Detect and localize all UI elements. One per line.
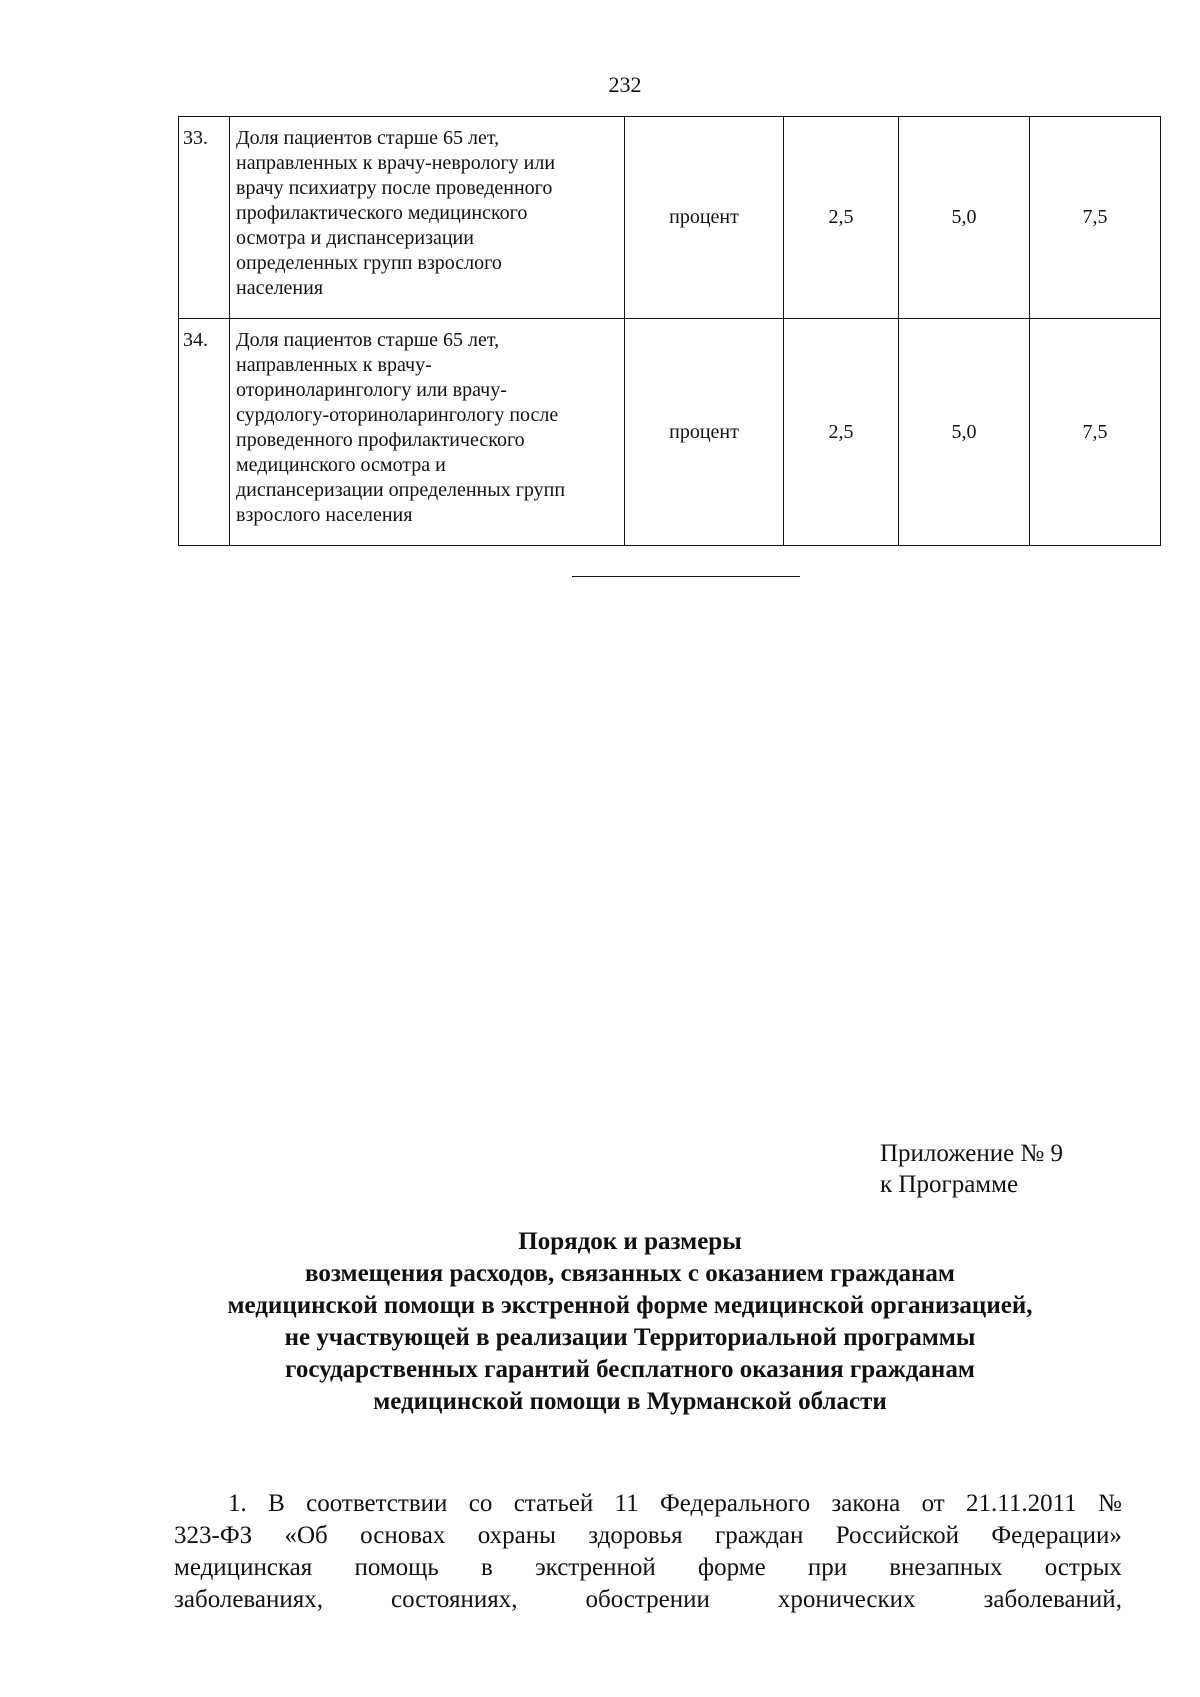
word: 323-ФЗ bbox=[174, 1522, 253, 1549]
row-number-cell: 34. bbox=[179, 319, 230, 546]
description-line: медицинского осмотра и bbox=[236, 454, 446, 476]
description-line: направленных к врачу- bbox=[236, 354, 432, 376]
description-line: направленных к врачу-неврологу или bbox=[236, 152, 556, 174]
word: соответствии bbox=[306, 1490, 448, 1517]
description-line: населения bbox=[236, 277, 324, 299]
indicator-description-cell bbox=[230, 319, 625, 546]
value-cell-1: 2,5 bbox=[784, 319, 899, 546]
word: 21.11.2011 bbox=[966, 1490, 1077, 1517]
value-cell-3: 7,5 bbox=[1030, 319, 1161, 546]
title-line: не участвующей в реализации Территориальной программы bbox=[284, 1324, 976, 1351]
word: Российской bbox=[835, 1522, 959, 1549]
word: от bbox=[921, 1490, 945, 1517]
word: В bbox=[268, 1490, 285, 1517]
word: острых bbox=[1044, 1554, 1122, 1581]
title-line: медицинской помощи в экстренной форме медицинской организацией, bbox=[227, 1292, 1033, 1319]
row-number-cell: 33. bbox=[179, 117, 230, 319]
value-cell-2: 5,0 bbox=[899, 117, 1030, 319]
word: граждан bbox=[715, 1522, 804, 1549]
word: состояниях, bbox=[391, 1586, 518, 1613]
word: № bbox=[1098, 1490, 1122, 1517]
word: медицинская bbox=[174, 1554, 313, 1581]
word: статьей bbox=[513, 1490, 594, 1517]
description-line: осмотра и диспансеризации bbox=[236, 227, 474, 249]
word: форме bbox=[697, 1554, 766, 1581]
description-line: Доля пациентов старше 65 лет, bbox=[236, 127, 500, 149]
title-line: Порядок и размеры bbox=[518, 1228, 742, 1255]
appendix-number: Приложение № 9 bbox=[880, 1140, 1064, 1167]
paragraph-line bbox=[174, 1552, 1122, 1584]
word: 1. bbox=[228, 1490, 247, 1517]
paragraph-line bbox=[174, 1520, 1122, 1552]
description-line: профилактического медицинского bbox=[236, 202, 528, 224]
word: помощь bbox=[354, 1554, 439, 1581]
word: экстренной bbox=[534, 1554, 656, 1581]
indicators-table bbox=[178, 116, 1161, 546]
title-line: государственных гарантий бесплатного оказания гражданам bbox=[285, 1356, 975, 1383]
word: заболеваниях, bbox=[174, 1586, 324, 1613]
unit-cell: процент bbox=[625, 117, 784, 319]
word: хронических bbox=[777, 1586, 916, 1613]
value-cell-1: 2,5 bbox=[784, 117, 899, 319]
word: в bbox=[480, 1554, 493, 1581]
description-line: проведенного профилактического bbox=[236, 429, 525, 451]
page-number: 232 bbox=[608, 72, 642, 97]
value-cell-3: 7,5 bbox=[1030, 117, 1161, 319]
description-line: диспансеризации определенных групп bbox=[236, 479, 566, 501]
word: обострении bbox=[585, 1586, 710, 1613]
title-line: медицинской помощи в Мурманской области bbox=[373, 1388, 887, 1415]
paragraph-line bbox=[174, 1488, 1122, 1520]
word: здоровья bbox=[588, 1522, 683, 1549]
document-title bbox=[130, 1226, 1130, 1418]
separator-line bbox=[572, 576, 800, 577]
table-row bbox=[179, 319, 1161, 546]
word: заболеваний, bbox=[983, 1586, 1122, 1613]
table-row bbox=[179, 117, 1161, 319]
word: внезапных bbox=[889, 1554, 1003, 1581]
word: при bbox=[807, 1554, 848, 1581]
description-line: Доля пациентов старше 65 лет, bbox=[236, 329, 500, 351]
word: 11 bbox=[614, 1490, 639, 1517]
description-line: определенных групп взрослого bbox=[236, 252, 502, 274]
appendix-label bbox=[880, 1138, 1063, 1200]
word: со bbox=[468, 1490, 493, 1517]
title-line: возмещения расходов, связанных с оказанием гражданам bbox=[305, 1260, 955, 1287]
appendix-program: к Программе bbox=[880, 1171, 1019, 1198]
word: закона bbox=[831, 1490, 901, 1517]
word: основах bbox=[360, 1522, 446, 1549]
word: Федерации» bbox=[991, 1522, 1122, 1549]
word: «Об bbox=[284, 1522, 328, 1549]
description-line: оториноларингологу или врачу- bbox=[236, 379, 507, 401]
word: охраны bbox=[477, 1522, 556, 1549]
word: Федерального bbox=[660, 1490, 811, 1517]
indicators-table-body bbox=[179, 117, 1161, 546]
paragraph-line bbox=[174, 1584, 1122, 1616]
description-line: врачу психиатру после проведенного bbox=[236, 177, 553, 199]
indicator-description-cell bbox=[230, 117, 625, 319]
description-line: сурдологу-оториноларингологу после bbox=[236, 404, 559, 426]
value-cell-2: 5,0 bbox=[899, 319, 1030, 546]
paragraph-1 bbox=[174, 1488, 1122, 1616]
description-line: взрослого населения bbox=[236, 504, 413, 526]
unit-cell: процент bbox=[625, 319, 784, 546]
